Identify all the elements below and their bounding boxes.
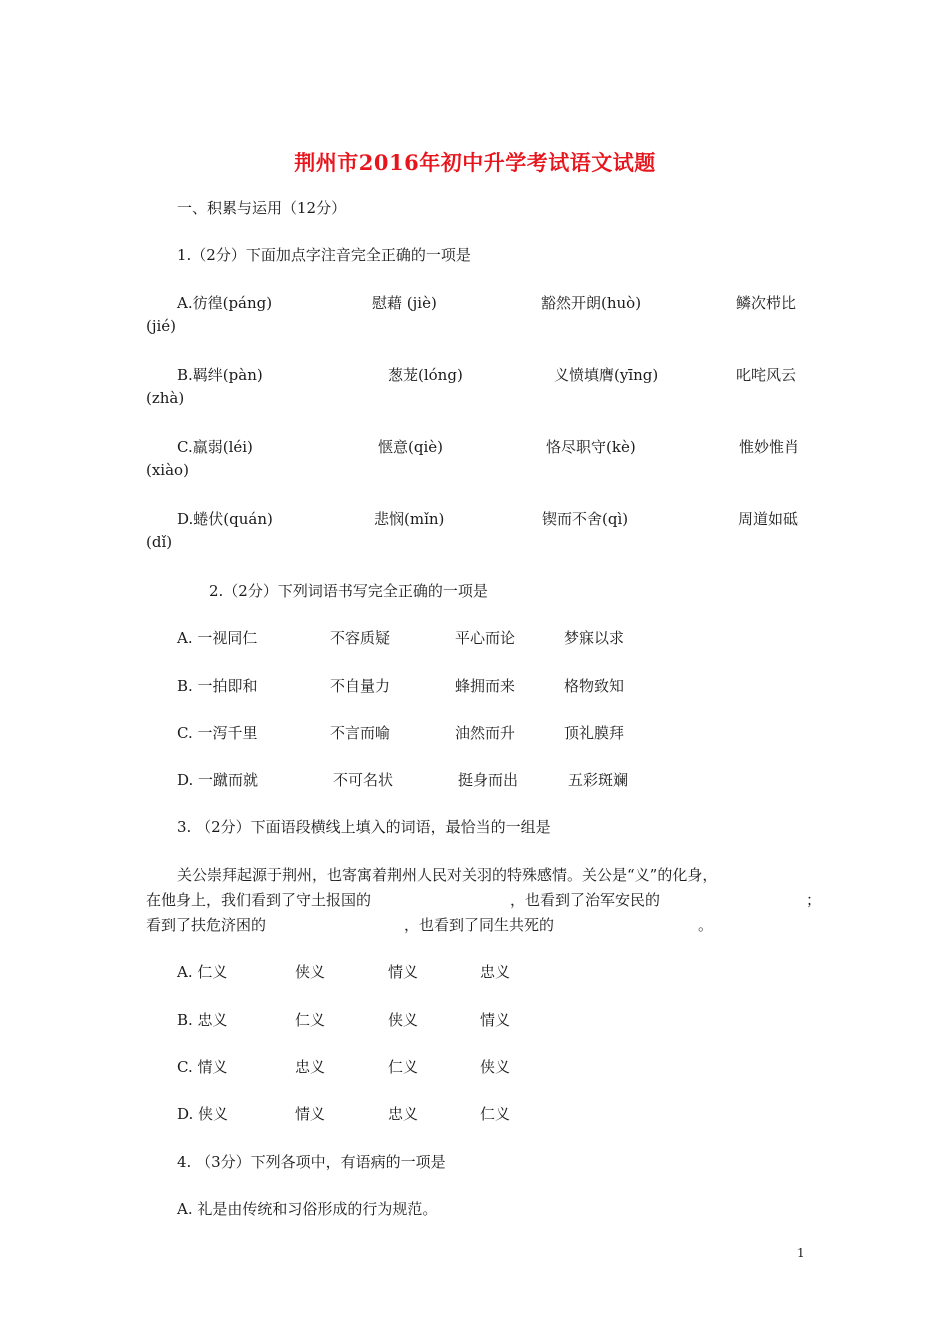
- q2-option-c-word1: C. 一泻千里: [177, 724, 258, 742]
- q3-option-a-word2: 侠义: [295, 963, 326, 981]
- q1-option-b-continuation: (zhà): [146, 389, 185, 407]
- q3-paragraph-line3-part1: 看到了扶危济困的: [146, 916, 267, 934]
- q2-option-b-word3: 蜂拥而来: [455, 677, 516, 695]
- q2-option-b-word2: 不自量力: [330, 677, 391, 695]
- q1-option-b-item3: 义愤填膺(yīng): [554, 366, 659, 384]
- q2-option-d-word4: 五彩斑斓: [568, 771, 629, 789]
- q1-option-b-item1: B.羁绊(pàn): [177, 366, 263, 384]
- q2-option-b-word1: B. 一拍即和: [177, 677, 258, 695]
- q3-option-a-word4: 忠义: [480, 963, 511, 981]
- q1-option-a-continuation: (jié): [146, 317, 177, 335]
- q3-paragraph-line3-part3: 。: [698, 916, 714, 934]
- section-heading: 一、积累与运用（12分）: [177, 199, 347, 217]
- q1-option-d-item2: 悲悯(mǐn): [374, 510, 445, 528]
- q3-option-d-word2: 情义: [295, 1105, 326, 1123]
- q3-option-d-word4: 仁义: [480, 1105, 511, 1123]
- q2-option-a-word4: 梦寐以求: [564, 629, 625, 647]
- q3-paragraph-line2-part3: ；: [806, 891, 822, 909]
- page-number: 1: [797, 1246, 805, 1260]
- q3-paragraph-line3-part2: ，也看到了同生共死的: [404, 916, 555, 934]
- q1-option-a-item4: 鳞次栉比: [736, 294, 797, 312]
- q3-paragraph-line1: 关公崇拜起源于荆州，也寄寓着荆州人民对关羽的特殊感情。关公是“义”的化身，: [177, 866, 718, 884]
- q2-option-d-word3: 挺身而出: [458, 771, 519, 789]
- question-3-stem: 3. （2分）下面语段横线上填入的词语，最恰当的一组是: [177, 818, 551, 836]
- q2-option-d-word2: 不可名状: [333, 771, 394, 789]
- q1-option-c-item1: C.羸弱(léi): [177, 438, 253, 456]
- q3-option-d-word3: 忠义: [388, 1105, 419, 1123]
- q3-option-b-word2: 仁义: [295, 1011, 326, 1029]
- q1-option-b-item2: 葱茏(lóng): [388, 366, 463, 384]
- q1-option-c-item2: 惬意(qiè): [378, 438, 443, 456]
- q1-option-a-item2: 慰藉 (jiè): [372, 294, 437, 312]
- q4-option-a: A. 礼是由传统和习俗形成的行为规范。: [177, 1200, 438, 1218]
- page-title: 荆州市2016年初中升学考试语文试题: [294, 150, 656, 175]
- q1-option-c-continuation: (xiào): [146, 461, 189, 479]
- q3-option-a-word1: A. 仁义: [177, 963, 228, 981]
- q2-option-c-word4: 顶礼膜拜: [564, 724, 625, 742]
- q3-option-b-word3: 侠义: [388, 1011, 419, 1029]
- question-2-stem: 2.（2分）下列词语书写完全正确的一项是: [209, 582, 488, 600]
- q1-option-d-item4: 周道如砥: [738, 510, 799, 528]
- q3-option-b-word1: B. 忠义: [177, 1011, 228, 1029]
- q3-option-b-word4: 情义: [480, 1011, 511, 1029]
- q1-option-b-item4: 叱咤风云: [736, 366, 797, 384]
- q2-option-d-word1: D. 一蹴而就: [177, 771, 259, 789]
- q1-option-d-item1: D.蜷伏(quán): [177, 510, 273, 528]
- q3-paragraph-line2-part2: ，也看到了治军安民的: [510, 891, 661, 909]
- question-4-stem: 4. （3分）下列各项中，有语病的一项是: [177, 1153, 446, 1171]
- q3-option-c-word1: C. 情义: [177, 1058, 228, 1076]
- q1-option-c-item4: 惟妙惟肖: [739, 438, 800, 456]
- q1-option-d-continuation: (dǐ): [146, 533, 173, 551]
- q3-option-a-word3: 情义: [388, 963, 419, 981]
- question-1-stem: 1.（2分）下面加点字注音完全正确的一项是: [177, 246, 471, 264]
- q3-option-c-word4: 侠义: [480, 1058, 511, 1076]
- q2-option-a-word1: A. 一视同仁: [177, 629, 258, 647]
- q1-option-a-item3: 豁然开朗(huò): [541, 294, 642, 312]
- q2-option-b-word4: 格物致知: [564, 677, 625, 695]
- q2-option-c-word3: 油然而升: [455, 724, 516, 742]
- q2-option-c-word2: 不言而喻: [330, 724, 391, 742]
- q3-option-c-word2: 忠义: [295, 1058, 326, 1076]
- q3-option-d-word1: D. 侠义: [177, 1105, 229, 1123]
- q3-option-c-word3: 仁义: [388, 1058, 419, 1076]
- q2-option-a-word2: 不容质疑: [330, 629, 391, 647]
- q1-option-a-item1: A.彷徨(páng): [177, 294, 273, 312]
- q3-paragraph-line2-part1: 在他身上，我们看到了守土报国的: [146, 891, 372, 909]
- q1-option-d-item3: 锲而不舍(qì): [542, 510, 629, 528]
- q2-option-a-word3: 平心而论: [455, 629, 516, 647]
- q1-option-c-item3: 恪尽职守(kè): [546, 438, 636, 456]
